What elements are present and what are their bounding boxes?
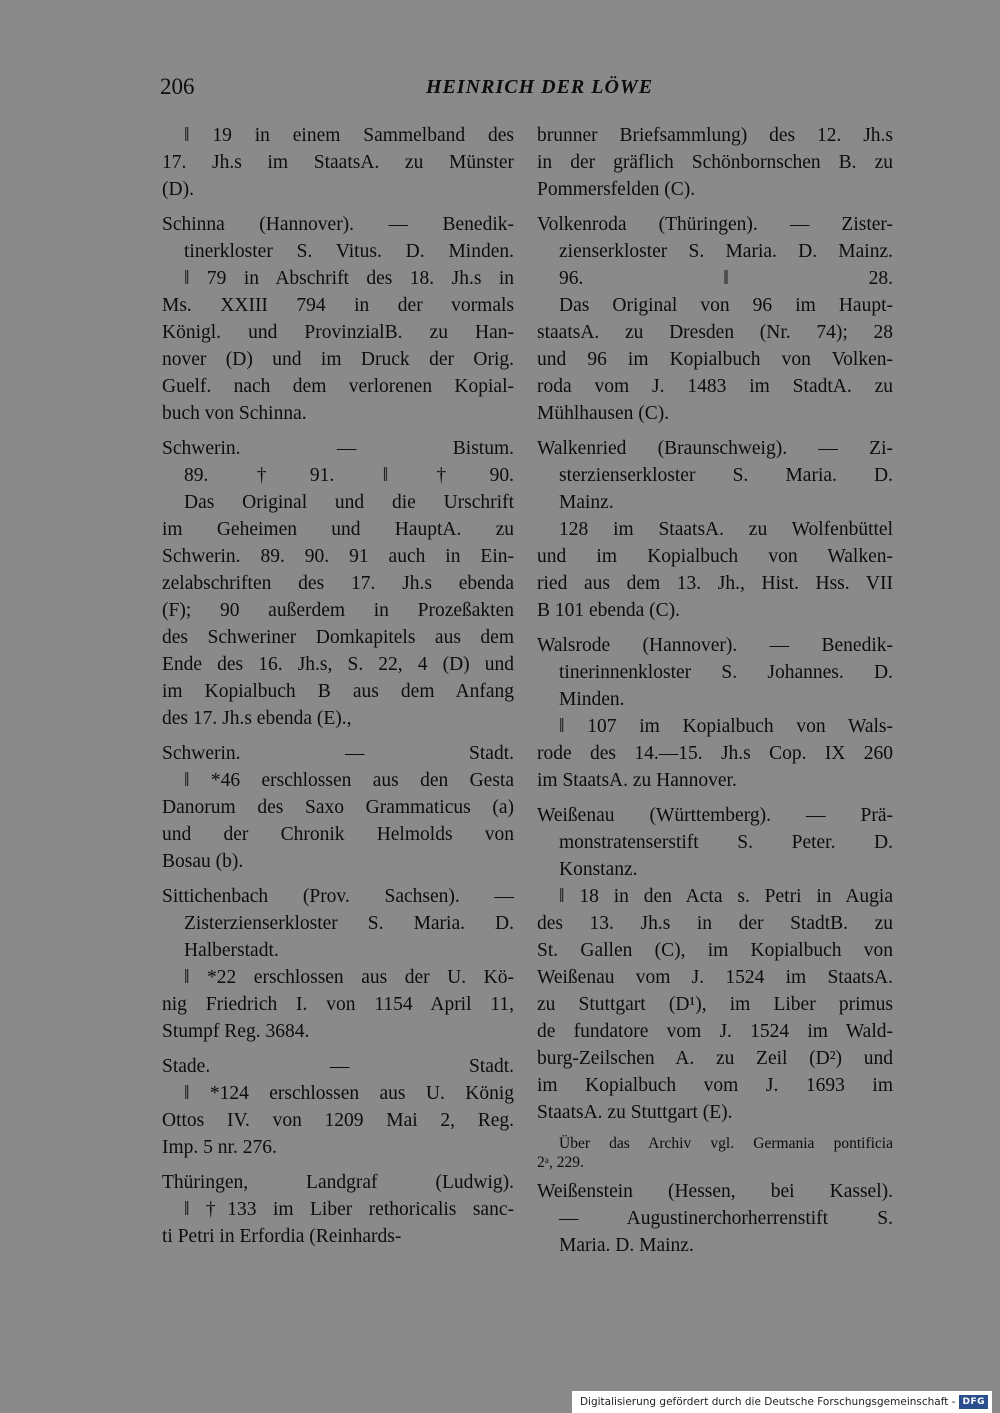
- text-line: Bosau (b).: [162, 851, 244, 872]
- text-line: Das Original von 96 im Haupt-: [559, 295, 893, 316]
- register-entry: [537, 632, 893, 794]
- digitization-footer: [572, 1391, 992, 1413]
- text-line: Guelf. nach dem verlorenen Kopial-: [162, 376, 514, 397]
- text-line: Volkenroda (Thüringen). — Zister-: [537, 214, 893, 235]
- text-line: Das Original und die Urschrift: [184, 492, 514, 513]
- text-line: roda vom J. 1483 im StadtA. zu: [537, 376, 893, 397]
- register-entry: [162, 122, 514, 203]
- text-line: Stade. — Stadt.: [162, 1056, 514, 1077]
- text-line: Mühlhausen (C).: [537, 403, 670, 424]
- text-line: Schwerin. — Bistum.: [162, 438, 514, 459]
- text-line: Thüringen, Landgraf (Ludwig).: [162, 1172, 514, 1193]
- text-line: 17. Jh.s im StaatsA. zu Münster: [162, 152, 514, 173]
- text-line: tinerinnenkloster S. Johannes. D.: [559, 662, 893, 683]
- text-line: zelabschriften des 17. Jh.s ebenda: [162, 573, 514, 594]
- left-column: [162, 122, 514, 1258]
- text-line: zienserkloster S. Maria. D. Mainz.: [559, 241, 893, 262]
- text-line: Konstanz.: [559, 859, 638, 880]
- text-line: Stumpf Reg. 3684.: [162, 1021, 310, 1042]
- text-line: Schwerin. — Stadt.: [162, 743, 514, 764]
- text-line: nig Friedrich I. von 1154 April 11,: [162, 994, 514, 1015]
- text-line: im Geheimen und HauptA. zu: [162, 519, 514, 540]
- footer-credit: Digitalisierung gefördert durch die Deutsche Forschungsgemeinschaft -: [579, 1396, 956, 1408]
- register-entry: [537, 802, 893, 1126]
- page-header: [160, 74, 886, 110]
- text-line: des Schweriner Domkapitels aus dem: [162, 627, 514, 648]
- register-entry: [537, 211, 893, 427]
- text-line: im Kopialbuch vom J. 1693 im: [537, 1075, 893, 1096]
- text-line: des 17. Jh.s ebenda (E).,: [162, 708, 352, 729]
- register-entry: [162, 435, 514, 732]
- register-entry: [162, 1169, 514, 1250]
- text-line: im StaatsA. zu Hannover.: [537, 770, 737, 791]
- text-line: sterzienserkloster S. Maria. D.: [559, 465, 893, 486]
- register-entry: [162, 883, 514, 1045]
- register-entry: [537, 1178, 893, 1259]
- text-line: in der gräflich Schönbornschen B. zu: [537, 152, 893, 173]
- text-line: buch von Schinna.: [162, 403, 307, 424]
- register-entry: [162, 1053, 514, 1161]
- text-line: Sittichenbach (Prov. Sachsen). —: [162, 886, 514, 907]
- right-column: [537, 122, 893, 1267]
- text-line: 128 im StaatsA. zu Wolfenbüttel: [559, 519, 893, 540]
- text-line: rode des 14.—15. Jh.s Cop. IX 260: [537, 743, 893, 764]
- text-line: ‖ *46 erschlossen aus den Gesta: [184, 770, 514, 791]
- register-entry: [162, 740, 514, 875]
- text-line: ‖ †133 im Liber rethoricalis sanc-: [184, 1199, 514, 1220]
- text-line: burg-Zeilschen A. zu Zeil (D²) und: [537, 1048, 893, 1069]
- text-line: staatsA. zu Dresden (Nr. 74); 28: [537, 322, 893, 343]
- text-line: Mainz.: [559, 492, 614, 513]
- text-line: Zisterzienserkloster S. Maria. D.: [184, 913, 514, 934]
- text-line: Walkenried (Braunschweig). — Zi-: [537, 438, 893, 459]
- text-line: 89. †91. ‖ †90.: [184, 465, 514, 486]
- text-line: Halberstadt.: [184, 940, 279, 961]
- text-line: Minden.: [559, 689, 625, 710]
- text-line: Ms. XXIII 794 in der vormals: [162, 295, 514, 316]
- text-line: Danorum des Saxo Grammaticus (a): [162, 797, 514, 818]
- text-line: im Kopialbuch B aus dem Anfang: [162, 681, 514, 702]
- text-line: brunner Briefsammlung) des 12. Jh.s: [537, 125, 893, 146]
- text-line: und im Kopialbuch von Walken-: [537, 546, 893, 567]
- register-entry: [537, 122, 893, 203]
- text-line: Weißenau (Württemberg). — Prä-: [537, 805, 893, 826]
- text-line: — Augustinerchorherrenstift S.: [559, 1208, 893, 1229]
- text-line: Schinna (Hannover). — Benedik-: [162, 214, 514, 235]
- text-line: Pommersfelden (C).: [537, 179, 696, 200]
- text-line: (F); 90 außerdem in Prozeßakten: [162, 600, 514, 621]
- text-line: monstratenserstift S. Peter. D.: [559, 832, 893, 853]
- text-line: ‖ 79 in Abschrift des 18. Jh.s in: [184, 268, 514, 289]
- text-line: Weißenstein (Hessen, bei Kassel).: [537, 1181, 893, 1202]
- text-line: 2ᵃ, 229.: [537, 1154, 584, 1171]
- text-line: B 101 ebenda (C).: [537, 600, 680, 621]
- text-line: tinerkloster S. Vitus. D. Minden.: [184, 241, 514, 262]
- text-line: StaatsA. zu Stuttgart (E).: [537, 1102, 733, 1123]
- register-entry: [537, 435, 893, 624]
- text-line: ‖ *124 erschlossen aus U. König: [184, 1083, 514, 1104]
- text-line: ried aus dem 13. Jh., Hist. Hss. VII: [537, 573, 893, 594]
- text-line: Imp. 5 nr. 276.: [162, 1137, 277, 1158]
- text-line: und der Chronik Helmolds von: [162, 824, 514, 845]
- text-line: nover (D) und im Druck der Orig.: [162, 349, 514, 370]
- text-line: Weißenau vom J. 1524 im StaatsA.: [537, 967, 893, 988]
- page-number: 206: [160, 74, 195, 99]
- text-line: 96. ‖ 28.: [559, 268, 893, 289]
- text-line: Maria. D. Mainz.: [559, 1235, 694, 1256]
- text-line: ‖ 18 in den Acta s. Petri in Augia: [559, 886, 893, 907]
- text-line: ‖ 19 in einem Sammelband des: [184, 125, 514, 146]
- text-line: ti Petri in Erfordia (Reinhards-: [162, 1226, 402, 1247]
- register-entry: [162, 211, 514, 427]
- running-title: HEINRICH DER LÖWE: [426, 76, 654, 98]
- text-line: Schwerin. 89. 90. 91 auch in Ein-: [162, 546, 514, 567]
- text-line: ‖ *22 erschlossen aus der U. Kö-: [184, 967, 514, 988]
- text-line: des 13. Jh.s in der StadtB. zu: [537, 913, 893, 934]
- text-line: Walsrode (Hannover). — Benedik-: [537, 635, 893, 656]
- text-line: St. Gallen (C), im Kopialbuch von: [537, 940, 893, 961]
- text-line: (D).: [162, 179, 194, 200]
- text-line: Ende des 16. Jh.s, S. 22, 4 (D) und: [162, 654, 514, 675]
- text-line: und 96 im Kopialbuch von Volken-: [537, 349, 893, 370]
- text-line: ‖ 107 im Kopialbuch von Wals-: [559, 716, 893, 737]
- text-line: Über das Archiv vgl. Germania pontificia: [559, 1135, 893, 1152]
- text-line: zu Stuttgart (D¹), im Liber primus: [537, 994, 893, 1015]
- text-line: de fundatore vom J. 1524 im Wald-: [537, 1021, 893, 1042]
- text-line: Ottos IV. von 1209 Mai 2, Reg.: [162, 1110, 514, 1131]
- footnote: [537, 1134, 893, 1172]
- dfg-logo: DFG: [959, 1395, 988, 1409]
- text-line: Königl. und ProvinzialB. zu Han-: [162, 322, 514, 343]
